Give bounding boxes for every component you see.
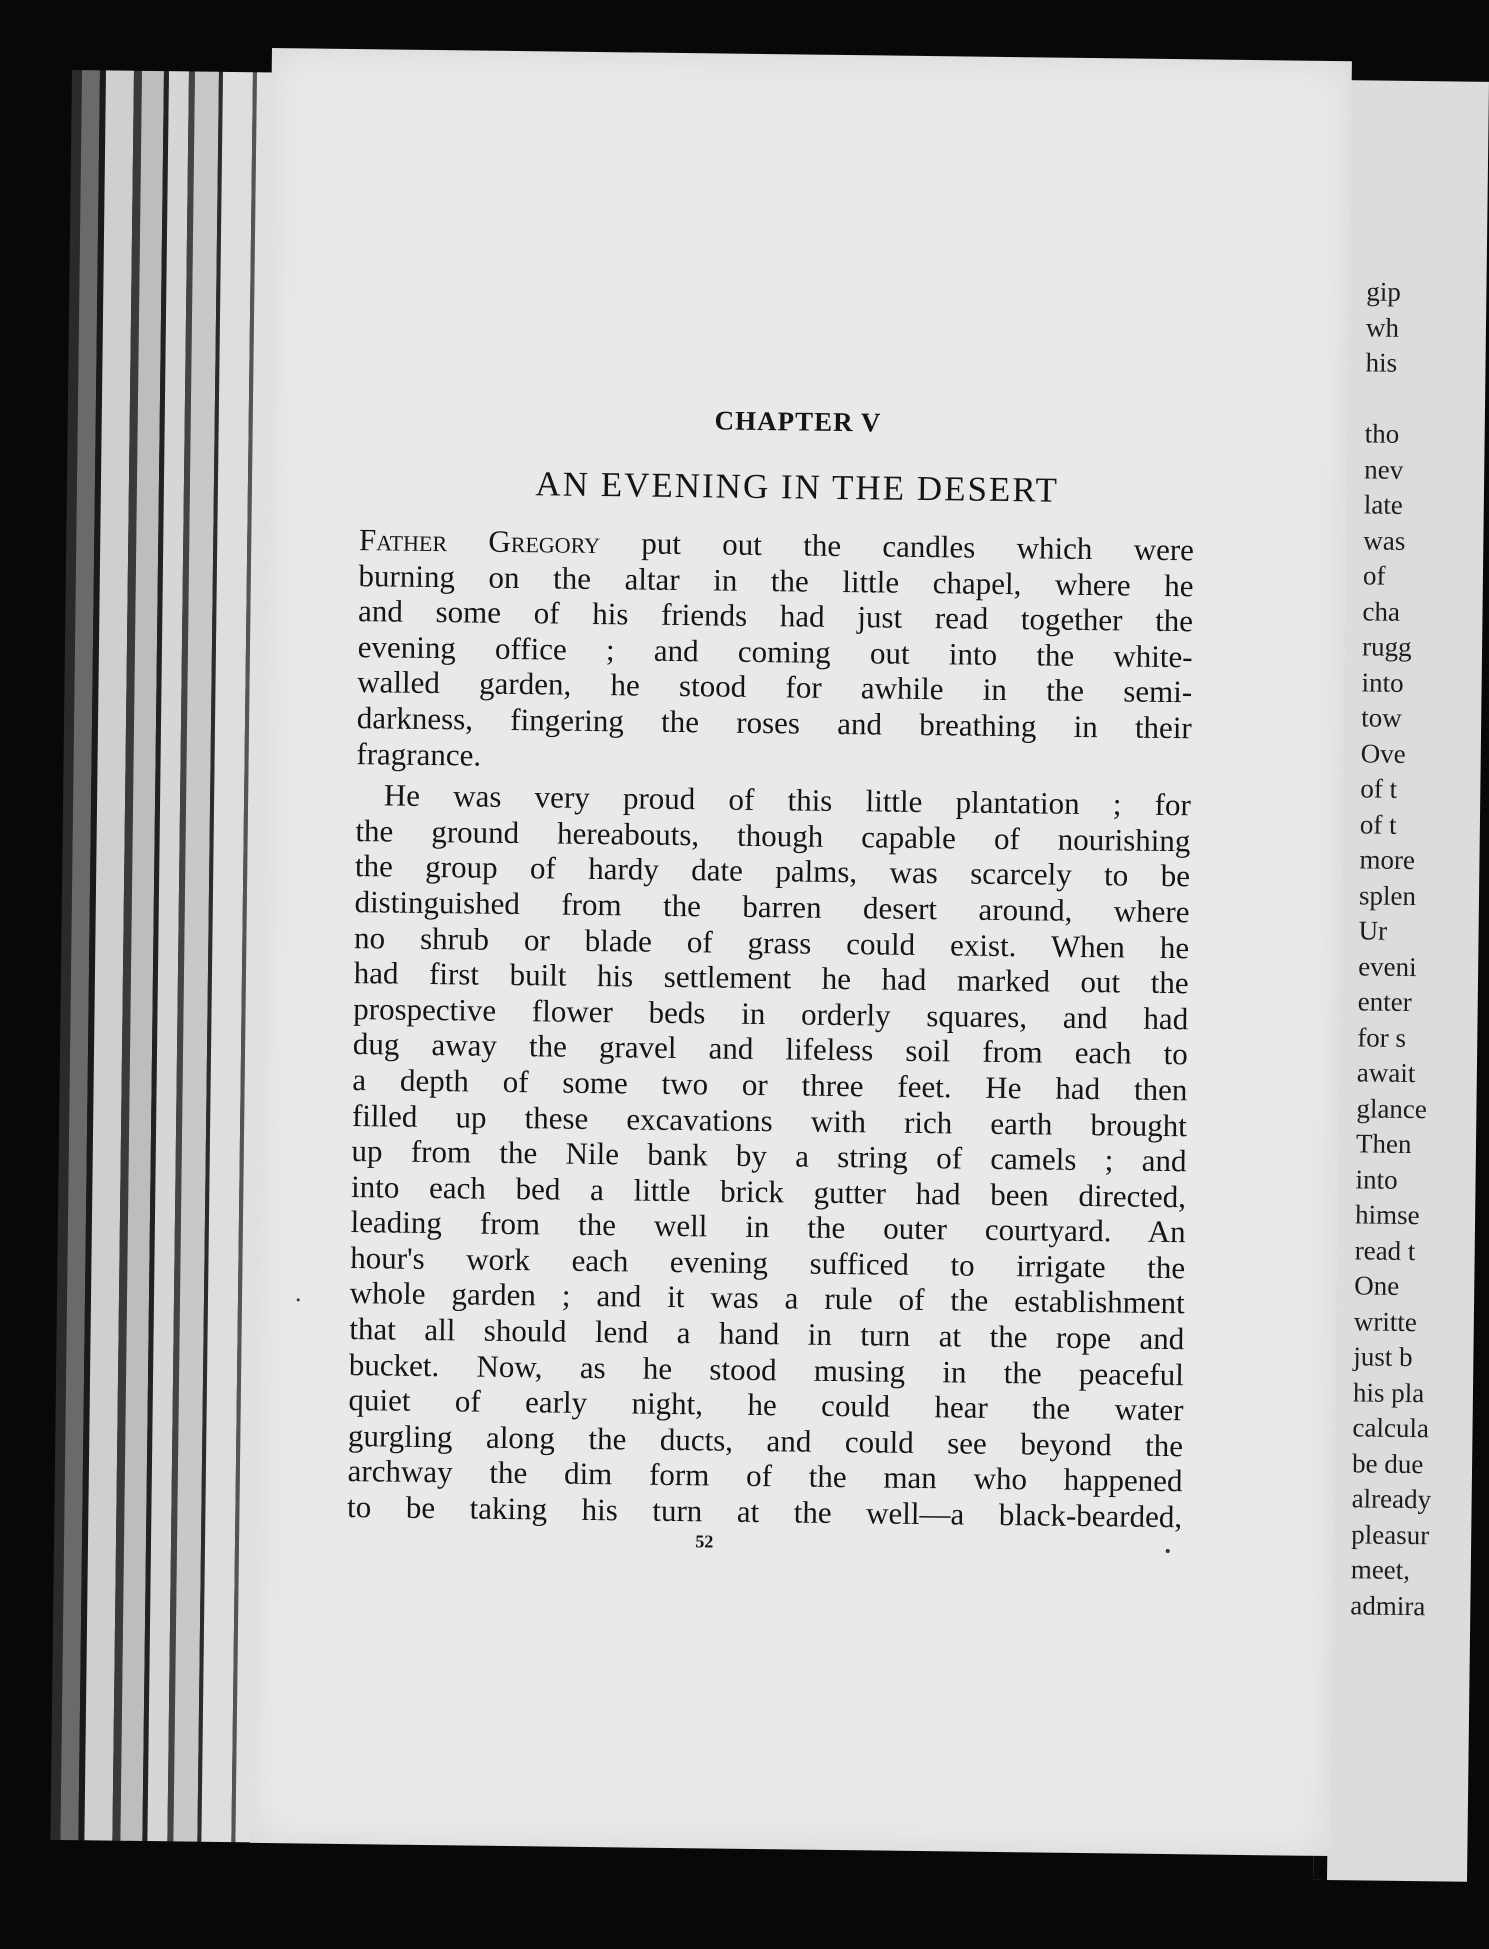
paragraph-line: distinguished from the barren desert around, where xyxy=(354,884,1190,930)
facing-line: Then xyxy=(1355,1128,1412,1160)
paragraph-line: had first built his settlement he had marked out the xyxy=(353,955,1189,1001)
page-number: 52 xyxy=(695,1530,714,1552)
facing-line: be due xyxy=(1351,1447,1424,1479)
book-page-edges xyxy=(50,70,282,1842)
page-speck xyxy=(297,1298,300,1301)
paragraph-line: no shrub or blade of grass could exist. When he xyxy=(353,919,1190,965)
facing-line: of t xyxy=(1360,773,1398,804)
facing-line: read t xyxy=(1354,1234,1416,1266)
facing-line: tho xyxy=(1364,418,1400,449)
paragraph-2 xyxy=(347,777,1191,1535)
facing-line: calcula xyxy=(1352,1412,1430,1444)
facing-line: meet, xyxy=(1350,1554,1411,1586)
facing-line: of t xyxy=(1359,808,1397,840)
paragraph-line: quiet of early night, he could hear the water xyxy=(348,1382,1184,1428)
book-page xyxy=(250,48,1352,1856)
paragraph-line: to be taking his turn at the well—a black-bearded, xyxy=(346,1489,1183,1535)
facing-line: late xyxy=(1363,489,1403,520)
facing-line xyxy=(1365,381,1445,417)
paragraph-line: into each bed a little brick gutter had been directed, xyxy=(350,1168,1187,1214)
facing-line: eveni xyxy=(1357,950,1417,982)
paragraph-line: gurgling along the ducts, and could see beyond the xyxy=(347,1417,1184,1464)
paragraph-line: He was very proud of this little plantation ; for xyxy=(383,777,1192,823)
facing-line: himse xyxy=(1354,1199,1420,1231)
paragraph-line: a depth of some two or three feet. He had then xyxy=(352,1061,1188,1108)
facing-line: admira xyxy=(1350,1589,1426,1621)
paragraph-line: prospective flower beds in orderly squares, and had xyxy=(353,990,1189,1036)
facing-line: rugg xyxy=(1361,631,1412,662)
facing-line: Ur xyxy=(1358,915,1388,946)
paragraph-line: filled up these excavations with rich earth brought xyxy=(351,1097,1188,1143)
paragraph-line: bucket. Now, as he stood musing in the peaceful xyxy=(348,1346,1185,1392)
paragraph-line: burning on the altar in the little chapel, where he xyxy=(358,557,1194,603)
opening-words: Father Gregory xyxy=(358,522,601,561)
paragraph-line: and some of his friends had just read together the xyxy=(357,593,1194,639)
facing-line: cha xyxy=(1362,595,1401,627)
facing-line: his pla xyxy=(1352,1376,1425,1408)
facing-line: tow xyxy=(1361,702,1402,733)
paragraph-1 xyxy=(356,522,1194,781)
facing-line: of xyxy=(1362,560,1386,591)
paragraph-line: walled garden, he stood for awhile in the semi- xyxy=(357,664,1193,710)
facing-line: already xyxy=(1351,1483,1432,1515)
facing-line: await xyxy=(1356,1057,1416,1089)
line-text: put out the candles which were xyxy=(641,525,1195,568)
facing-line: was xyxy=(1363,524,1406,556)
facing-line: enter xyxy=(1357,986,1412,1018)
chapter-title: AN EVENING IN THE DESERT xyxy=(535,464,1060,510)
facing-line: One xyxy=(1354,1270,1400,1301)
paragraph-line: whole garden ; and it was a rule of the establishment xyxy=(349,1275,1185,1321)
paragraph-line: hour's work each evening sufficed to irrigate the xyxy=(350,1239,1186,1286)
facing-line: gip xyxy=(1366,276,1402,307)
facing-line: into xyxy=(1355,1163,1398,1195)
page-content xyxy=(347,401,1196,1558)
facing-line: glance xyxy=(1356,1092,1428,1124)
paragraph-line: leading from the well in the outer courtyard. An xyxy=(350,1204,1186,1250)
paragraph-line: archway the dim form of the man who happened xyxy=(347,1453,1183,1499)
facing-line: his xyxy=(1365,347,1398,378)
chapter-number: CHAPTER V xyxy=(714,405,882,438)
facing-line: for s xyxy=(1357,1021,1407,1053)
paragraph-line: that all should lend a hand in turn at the rope and xyxy=(349,1311,1185,1357)
facing-line: just b xyxy=(1353,1341,1413,1373)
paragraph-line: fragrance. xyxy=(356,735,482,773)
facing-line: splen xyxy=(1358,879,1417,911)
facing-line: writte xyxy=(1353,1305,1418,1337)
paragraph-line: dug away the gravel and lifeless soil from each to xyxy=(352,1026,1188,1072)
paragraph-line: darkness, fingering the roses and breathing in their xyxy=(356,700,1192,746)
paragraph-line: the group of hardy date palms, was scarcely to be xyxy=(354,848,1191,894)
paragraph-line: up from the Nile bank by a string of camels ; and xyxy=(351,1133,1187,1179)
facing-line: pleasur xyxy=(1351,1518,1430,1550)
facing-line: nev xyxy=(1364,453,1404,485)
facing-line: Ove xyxy=(1360,737,1406,769)
paragraph-line: evening office ; and coming out into the white- xyxy=(357,628,1193,675)
facing-line: into xyxy=(1361,666,1404,698)
facing-line: more xyxy=(1359,844,1416,876)
facing-line: wh xyxy=(1365,311,1400,343)
facing-page-text xyxy=(1350,274,1446,1624)
page-speck xyxy=(1166,1549,1170,1553)
paragraph-line: the ground hereabouts, though capable of nourishing xyxy=(355,812,1191,859)
